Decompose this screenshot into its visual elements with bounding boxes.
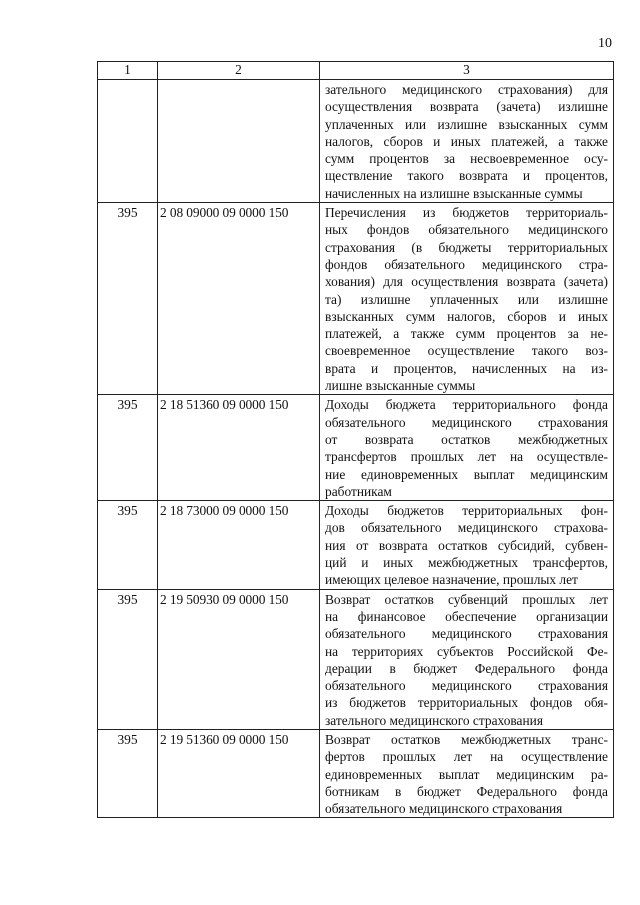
description-line: трансфертов прошлых лет на осуществле-	[325, 449, 608, 465]
description-line: имеющих целевое назначение, прошлых лет	[325, 572, 578, 588]
description-line: ния от возврата остатков субсидий, субвен-	[325, 537, 608, 553]
budget-code-cell: 2 08 09000 09 0000 150	[158, 203, 320, 395]
description-line: уплаченных или излишне взысканных сумм	[325, 116, 608, 132]
column-header-3: 3	[320, 62, 614, 80]
description-line: сумм процентов за несвоевременное осу-	[325, 151, 608, 167]
description-line: ций и иных межбюджетных трансфертов,	[325, 555, 608, 571]
description-line: Возврат остатков субвенций прошлых лет	[325, 591, 608, 607]
description-line: от возврата остатков межбюджетных	[325, 431, 608, 447]
budget-code-cell: 2 18 51360 09 0000 150	[158, 395, 320, 501]
description-line: работникам	[325, 483, 392, 499]
header-row	[98, 62, 614, 80]
table-row	[98, 501, 614, 589]
budget-classification-table	[97, 61, 614, 818]
description-line: ных фондов обязательного медицинского	[325, 222, 608, 238]
description-line: ние единовременных выплат медицинским	[325, 466, 608, 482]
description-line: дерации в бюджет Федерального фонда	[325, 660, 608, 676]
description-line: лишне взысканные суммы	[325, 378, 476, 394]
description-line: обязательного медицинского страхования	[325, 414, 608, 430]
description-line: платежей, а также сумм процентов за не-	[325, 326, 608, 342]
administrator-code-cell	[98, 80, 158, 203]
budget-code-cell: 2 19 50930 09 0000 150	[158, 589, 320, 729]
description-cell	[320, 80, 614, 203]
description-cell	[320, 395, 614, 501]
description-line: осуществления возврата (зачета) излишне	[325, 99, 608, 115]
administrator-code-cell: 395	[98, 729, 158, 817]
budget-code-cell: 2 19 51360 09 0000 150	[158, 729, 320, 817]
page-number: 10	[598, 36, 612, 51]
administrator-code-cell: 395	[98, 501, 158, 589]
administrator-code-cell: 395	[98, 203, 158, 395]
description-line: единовременных выплат медицинским ра-	[325, 766, 608, 782]
description-line: налогов, сборов и иных платежей, а также	[325, 133, 608, 149]
column-header-2: 2	[158, 62, 320, 80]
description-line: ботникам в бюджет Федерального фонда	[325, 783, 608, 799]
description-line: ществление такого возврата и процентов,	[325, 168, 608, 184]
table-row	[98, 80, 614, 203]
description-line: дов обязательного медицинского страхова-	[325, 520, 608, 536]
description-line: Возврат остатков межбюджетных транс-	[325, 731, 608, 747]
budget-code-cell	[158, 80, 320, 203]
description-line: зательного медицинского страхования) для	[325, 82, 608, 97]
description-line: хования) для осуществления возврата (зачета)	[325, 274, 608, 290]
table-row	[98, 589, 614, 729]
budget-code-cell: 2 18 73000 09 0000 150	[158, 501, 320, 589]
description-line: взысканных сумм налогов, сборов и иных	[325, 308, 608, 324]
description-cell	[320, 729, 614, 817]
column-header-1: 1	[98, 62, 158, 80]
table-row	[98, 729, 614, 817]
description-line: обязательного медицинского страхования	[325, 678, 608, 694]
description-cell	[320, 589, 614, 729]
description-line: начисленных на излишне взысканные суммы	[325, 185, 583, 201]
description-line: Доходы бюджетов территориальных фон-	[325, 503, 608, 519]
description-line: на территориях субъектов Российской Фе-	[325, 643, 608, 659]
description-line: обязательного медицинского страхования	[325, 801, 563, 817]
description-line: Доходы бюджета территориального фонда	[325, 397, 608, 413]
description-line: страхования (в бюджеты территориальных	[325, 239, 608, 255]
description-line: из бюджетов территориальных фондов обя-	[325, 695, 608, 711]
description-line: Перечисления из бюджетов территориаль-	[325, 205, 608, 221]
table-row	[98, 395, 614, 501]
description-line: обязательного медицинского страхования	[325, 626, 608, 642]
administrator-code-cell: 395	[98, 589, 158, 729]
description-cell	[320, 203, 614, 395]
description-line: зательного медицинского страхования	[325, 712, 543, 728]
table-row	[98, 203, 614, 395]
description-cell	[320, 501, 614, 589]
description-line: фертов прошлых лет на осуществление	[325, 749, 608, 765]
description-line: врата и процентов, начисленных на из-	[325, 360, 608, 376]
description-line: на финансовое обеспечение организации	[325, 608, 608, 624]
description-line: своевременное осуществление такого воз-	[325, 343, 608, 359]
administrator-code-cell: 395	[98, 395, 158, 501]
description-line: та) излишне уплаченных или излишне	[325, 291, 608, 307]
description-line: фондов обязательного медицинского стра-	[325, 256, 608, 272]
